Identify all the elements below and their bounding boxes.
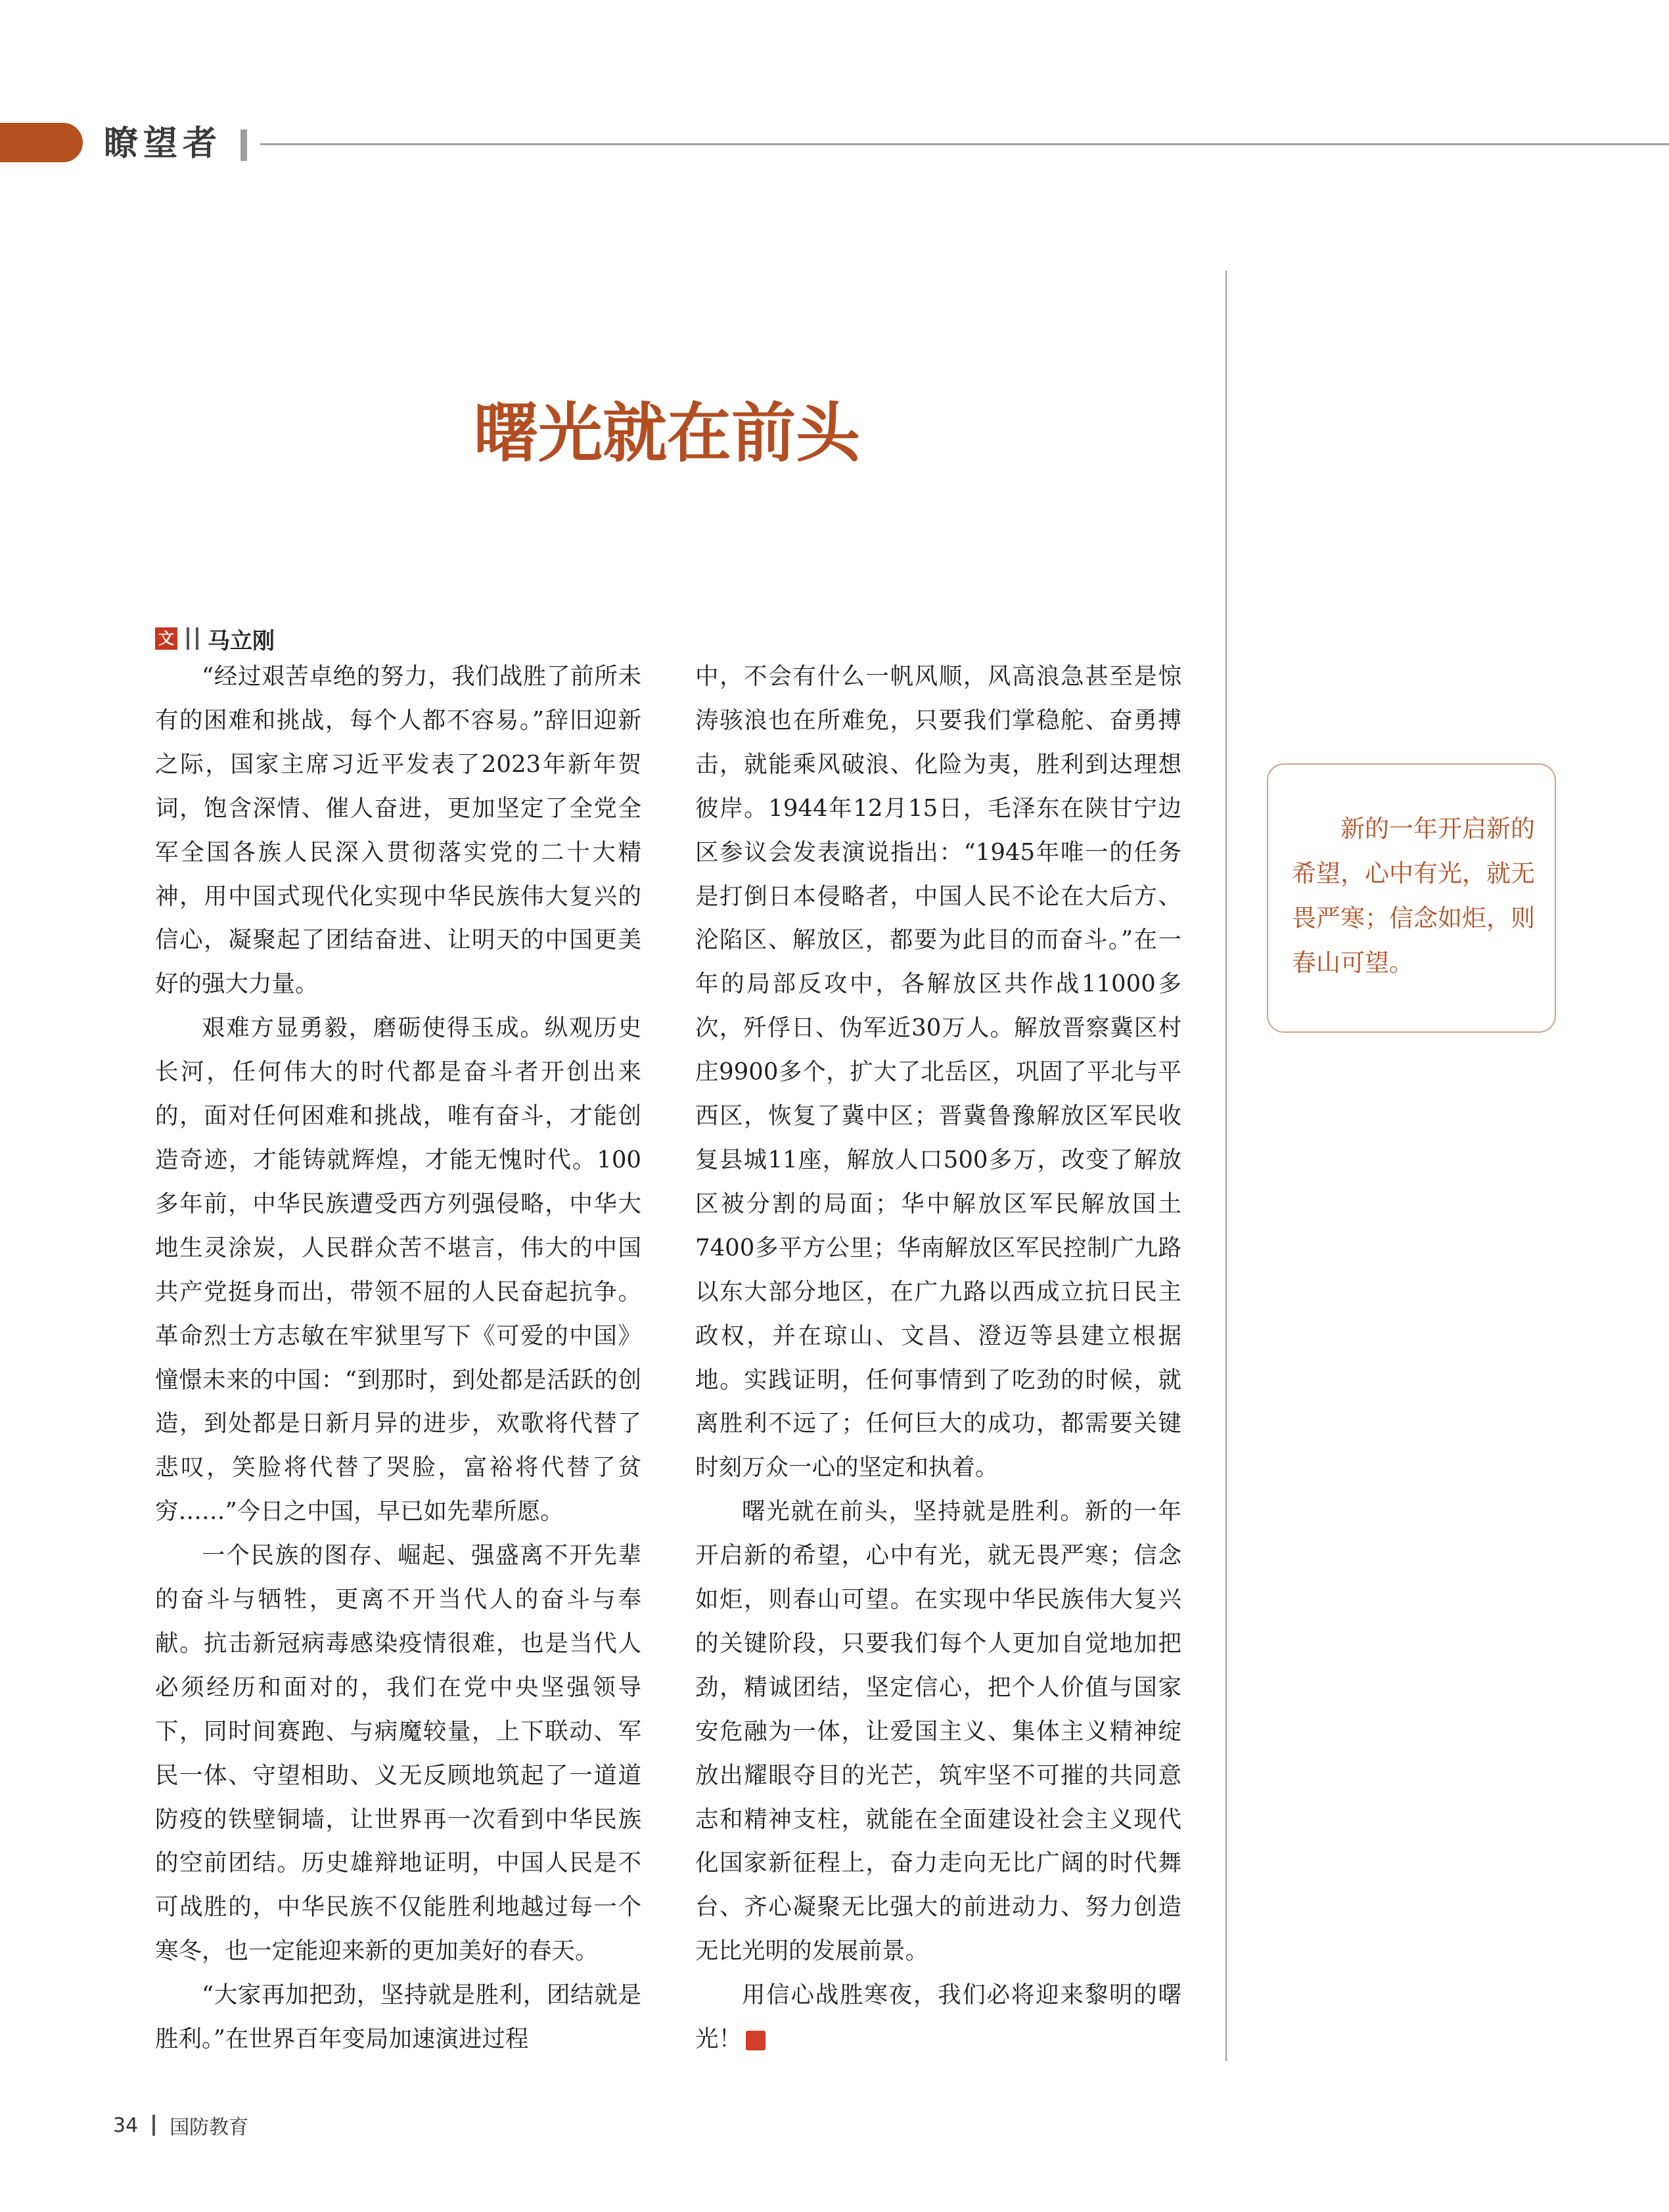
- end-mark-icon: G: [746, 2031, 766, 2050]
- section-tab-marker: [0, 123, 83, 162]
- body-column-left: [155, 655, 641, 2062]
- paragraph: 一个民族的图存、崛起、强盛离不开先辈的奋斗与牺牲，更离不开当代人的奋斗与奉献。抗击新冠病毒感染疫情很难，也是当代人必须经历和面对的，我们在党中央坚强领导下，同时间赛跑、与病魔较量，上下联动、军民一体、守望相助、义无反顾地筑起了一道道防疫的铁壁铜墙，让世界再一次看到中华民族的空前团结。历史雄辩地证明，中国人民是不可战胜的，中华民族不仅能胜利地越过每一个寒冬，也一定能迎来新的更加美好的春天。: [155, 1542, 641, 1965]
- page-number: 34: [113, 2113, 139, 2137]
- section-name: 瞭望者: [104, 124, 223, 164]
- section-divider-bar: [240, 129, 247, 161]
- paragraph: 曙光就在前头，坚持就是胜利。新的一年开启新的希望，心中有光，就无畏严寒；信念如炬，则春山可望。在实现中华民族伟大复兴的关键阶段，只要我们每个人更加自觉地加把劲，精诚团结，坚定信心，把个人价值与国家安危融为一体，让爱国主义、集体主义精神绽放出耀眼夺目的光芒，筑牢坚不可摧的共同意志和精神支柱，就能在全面建设社会主义现代化国家新征程上，奋力走向无比广阔的时代舞台、齐心凝聚无比强大的前进动力、努力创造无比光明的发展前景。: [695, 1498, 1181, 1965]
- byline-separator: [187, 627, 189, 650]
- paragraph: “大家再加把劲，坚持就是胜利，团结就是胜利。”在世界百年变局加速演进过程: [155, 1981, 641, 2053]
- text-author-icon: 文: [155, 627, 177, 650]
- author-name: 马立刚: [208, 627, 275, 654]
- magazine-name: 国防教育: [170, 2116, 249, 2139]
- footer-separator: [152, 2115, 155, 2136]
- byline-separator: [196, 627, 198, 650]
- paragraph-final: [695, 1974, 1181, 2062]
- paragraph: “经过艰苦卓绝的努力，我们战胜了前所未有的困难和挑战，每个人都不容易。”辞旧迎新之际，国家主席习近平发表了2023年新年贺词，饱含深情、催人奋进，更加坚定了全党全军全国各族人民深入贯彻落实党的二十大精神，用中国式现代化实现中华民族伟大复兴的信心，凝聚起了团结奋进、让明天的中国更美好的强大力量。: [155, 663, 641, 998]
- sidebar-divider: [1225, 271, 1227, 2061]
- body-column-right: [695, 655, 1181, 2062]
- pull-quote-text: 新的一年开启新的希望，心中有光，就无畏严寒；信念如炬，则春山可望。: [1292, 815, 1535, 977]
- byline: [155, 621, 275, 656]
- pull-quote: [1267, 763, 1556, 1033]
- closing-sentence: 用信心战胜寒夜，我们必将迎来黎明的曙光！: [695, 1981, 1181, 2053]
- paragraph-continued: 中，不会有什么一帆风顺，风高浪急甚至是惊涛骇浪也在所难免，只要我们掌稳舵、奋勇搏击，就能乘风破浪、化险为夷，胜利到达理想彼岸。1944年12月15日，毛泽东在陕甘宁边区参议会发表演说指出：“1945年唯一的任务是打倒日本侵略者，中国人民不论在大后方、沦陷区、解放区，都要为此目的而奋斗。”在一年的局部反攻中，各解放区共作战11000多次，歼俘日、伪军近30万人。解放晋察冀区村庄9900多个，扩大了北岳区，巩固了平北与平西区，恢复了冀中区；晋冀鲁豫解放区军民收复县城11座，解放人口500多万，改变了解放区被分割的局面；华中解放区军民解放国土7400多平方公里；华南解放区军民控制广九路以东大部分地区，在广九路以西成立抗日民主政权，并在琼山、文昌、澄迈等县建立根据地。实践证明，任何事情到了吃劲的时候，就离胜利不远了；任何巨大的成功，都需要关键时刻万众一心的坚定和执着。: [695, 663, 1181, 1481]
- header-rule: [260, 143, 1669, 145]
- paragraph: 艰难方显勇毅，磨砺使得玉成。纵观历史长河，任何伟大的时代都是奋斗者开创出来的，面对任何困难和挑战，唯有奋斗，才能创造奇迹，才能铸就辉煌，才能无愧时代。100多年前，中华民族遭受西方列强侵略，中华大地生灵涂炭，人民群众苦不堪言，伟大的中国共产党挺身而出，带领不屈的人民奋起抗争。革命烈士方志敏在牢狱里写下《可爱的中国》憧憬未来的中国：“到那时，到处都是活跃的创造，到处都是日新月异的进步，欢歌将代替了悲叹，笑脸将代替了哭脸，富裕将代替了贫穷……”今日之中国，早已如先辈所愿。: [155, 1014, 641, 1525]
- article-title: 曙光就在前头: [473, 396, 860, 471]
- page-footer: [113, 2109, 248, 2142]
